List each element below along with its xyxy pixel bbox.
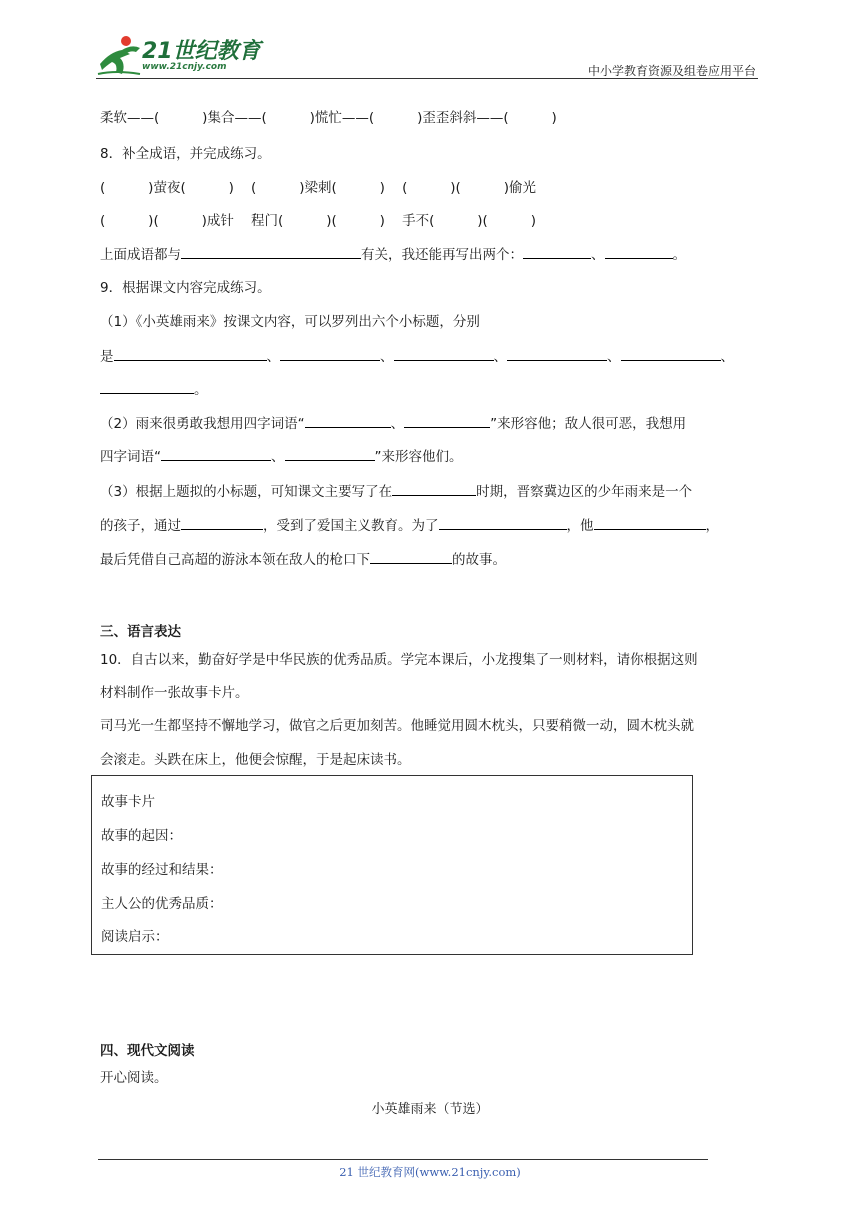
- blank[interactable]: [507, 347, 607, 361]
- section-3-heading: 三、语言表达: [100, 624, 181, 640]
- synonym-line: 柔软——( )集合——( )慌忙——( )歪歪斜斜——( ): [100, 110, 557, 126]
- blank[interactable]: [181, 245, 361, 259]
- question-9-1-line-3: 。: [100, 378, 208, 398]
- blank[interactable]: [621, 347, 721, 361]
- header-divider: [96, 78, 758, 79]
- section-4-heading: 四、现代文阅读: [100, 1043, 195, 1059]
- blank[interactable]: [114, 347, 267, 361]
- question-9-2-line-1: （2）雨来很勇敢我想用四字词语“ 、 ”来形容他；敌人很可恶，我想用: [100, 416, 687, 432]
- blank[interactable]: [439, 516, 567, 530]
- blank[interactable]: [404, 414, 490, 428]
- card-cause[interactable]: 故事的起因：: [101, 828, 182, 844]
- blank[interactable]: [280, 347, 380, 361]
- blank[interactable]: [100, 380, 194, 394]
- story-card: [91, 775, 693, 955]
- question-9-3-line-1: （3）根据上题拟的小标题，可知课文主要写了在 时期，晋察冀边区的少年雨来是一个: [100, 484, 693, 500]
- reading-intro: 开心阅读。: [100, 1070, 168, 1086]
- blank[interactable]: [285, 447, 375, 461]
- header-platform-name: 中小学教育资源及组卷应用平台: [587, 64, 756, 78]
- question-9-2-line-2: 四字词语“ 、 ”来形容他们。: [100, 449, 463, 465]
- blank[interactable]: [305, 414, 391, 428]
- logo-url: www.21cnjy.com: [142, 62, 227, 72]
- blank[interactable]: [394, 347, 494, 361]
- blank[interactable]: [181, 516, 263, 530]
- question-9-3-line-2: 的孩子，通过 ，受到了爱国主义教育。为了 ，他 ，: [100, 518, 719, 534]
- question-8: 8．补全成语，并完成练习。: [100, 146, 271, 162]
- question-9-1-line-2: 是 、 、 、 、 、: [100, 349, 734, 365]
- idiom-row-1: ( )萤夜( ) ( )梁刺( ) ( )( )偷光: [100, 180, 537, 196]
- question-9-3-line-3: 最后凭借自己高超的游泳本领在敌人的枪口下 的故事。: [100, 552, 506, 568]
- idiom-row-2: ( )( )成针 程门( )( ) 手不( )( ): [100, 213, 537, 229]
- blank[interactable]: [523, 245, 591, 259]
- footer-divider: [98, 1159, 708, 1160]
- question-9-1-line-1: （1）《小英雄雨来》按课文内容，可以罗列出六个小标题，分别: [100, 314, 480, 330]
- card-title: 故事卡片: [101, 794, 155, 810]
- material-line-1: 司马光一生都坚持不懈地学习，做官之后更加刻苦。他睡觉用圆木枕头，只要稍微一动，圆木枕头就: [100, 718, 694, 734]
- footer-text: 21 世纪教育网(www.21cnjy.com): [339, 1165, 521, 1179]
- blank[interactable]: [605, 245, 673, 259]
- blank[interactable]: [594, 516, 706, 530]
- logo-text: 21世纪教育: [142, 39, 261, 64]
- blank[interactable]: [161, 447, 271, 461]
- blank[interactable]: [392, 482, 476, 496]
- idiom-row-3: 上面成语都与 有关，我还能再写出两个： 、 。: [100, 247, 686, 263]
- blank[interactable]: [370, 550, 452, 564]
- card-process[interactable]: 故事的经过和结果：: [101, 862, 223, 878]
- page-header: [0, 0, 860, 90]
- card-quality[interactable]: 主人公的优秀品质：: [101, 896, 223, 912]
- question-10-line-1: 10．自古以来，勤奋好学是中华民族的优秀品质。学完本课后，小龙搜集了一则材料，请你根据这则: [100, 652, 698, 668]
- question-10-line-2: 材料制作一张故事卡片。: [100, 685, 249, 701]
- passage-title: 小英雄雨来（节选）: [371, 1102, 489, 1117]
- material-line-2: 会滚走。头跌在床上，他便会惊醒，于是起床读书。: [100, 752, 411, 768]
- card-insight[interactable]: 阅读启示：: [101, 929, 169, 945]
- runner-logo-icon: [96, 34, 142, 78]
- question-9: 9．根据课文内容完成练习。: [100, 280, 271, 296]
- logo: [96, 34, 261, 78]
